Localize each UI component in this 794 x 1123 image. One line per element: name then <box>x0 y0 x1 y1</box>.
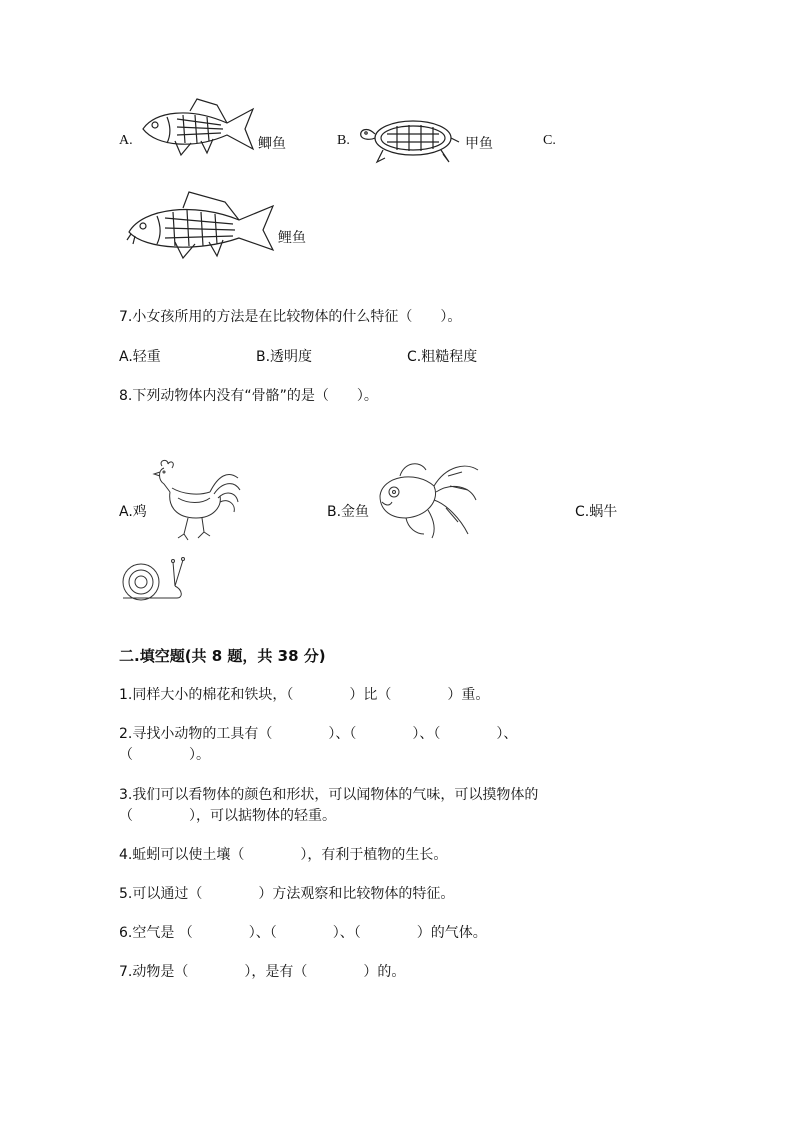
soft-shell-turtle-icon <box>357 112 461 168</box>
fill-question-5: 5.可以通过（ ）方法观察和比较物体的特征。 <box>119 886 455 902</box>
option-a-letter: A. <box>119 133 133 148</box>
carp-icon <box>125 188 277 260</box>
fill-question-3-continued: （ ），可以掂物体的轻重。 <box>119 808 336 824</box>
rooster-icon <box>148 458 244 542</box>
fill-question-1: 1.同样大小的棉花和铁块，（ ）比（ ）重。 <box>119 687 490 703</box>
snail-icon <box>117 556 189 604</box>
fill-question-2-continued: （ ）。 <box>119 747 210 763</box>
option-b-label: 甲鱼 <box>465 136 493 152</box>
question-7-option-c: C.粗糙程度 <box>407 349 478 365</box>
fill-question-7: 7.动物是（ ），是有（ ）的。 <box>119 964 406 980</box>
option-b-letter: B. <box>337 133 350 148</box>
option-c-label: 鲤鱼 <box>278 230 306 246</box>
crucian-carp-icon <box>135 97 257 157</box>
fill-question-2: 2.寻找小动物的工具有（ ）、（ ）、（ ）、 <box>119 726 518 742</box>
fill-question-3: 3.我们可以看物体的颜色和形状，可以闻物体的气味，可以摸物体的 <box>119 787 539 803</box>
question-7-option-b: B.透明度 <box>256 349 313 365</box>
question-8-option-a: A.鸡 <box>119 504 147 520</box>
option-a-label: 鲫鱼 <box>258 136 286 152</box>
fill-question-4: 4.蚯蚓可以使土壤（ ），有利于植物的生长。 <box>119 847 448 863</box>
fill-question-6: 6.空气是 （ ）、（ ）、（ ）的气体。 <box>119 925 487 941</box>
question-7-stem: 7.小女孩所用的方法是在比较物体的什么特征（ ）。 <box>119 309 462 325</box>
question-8-option-c: C.蜗牛 <box>575 504 618 520</box>
question-8-stem: 8.下列动物体内没有“骨骼”的是（ ）。 <box>119 388 378 404</box>
question-7-option-a: A.轻重 <box>119 349 161 365</box>
goldfish-icon <box>376 456 482 540</box>
option-c-letter: C. <box>543 133 556 148</box>
question-8-option-b: B.金鱼 <box>327 504 370 520</box>
section-2-heading: 二.填空题(共 8 题，共 38 分) <box>119 647 326 665</box>
